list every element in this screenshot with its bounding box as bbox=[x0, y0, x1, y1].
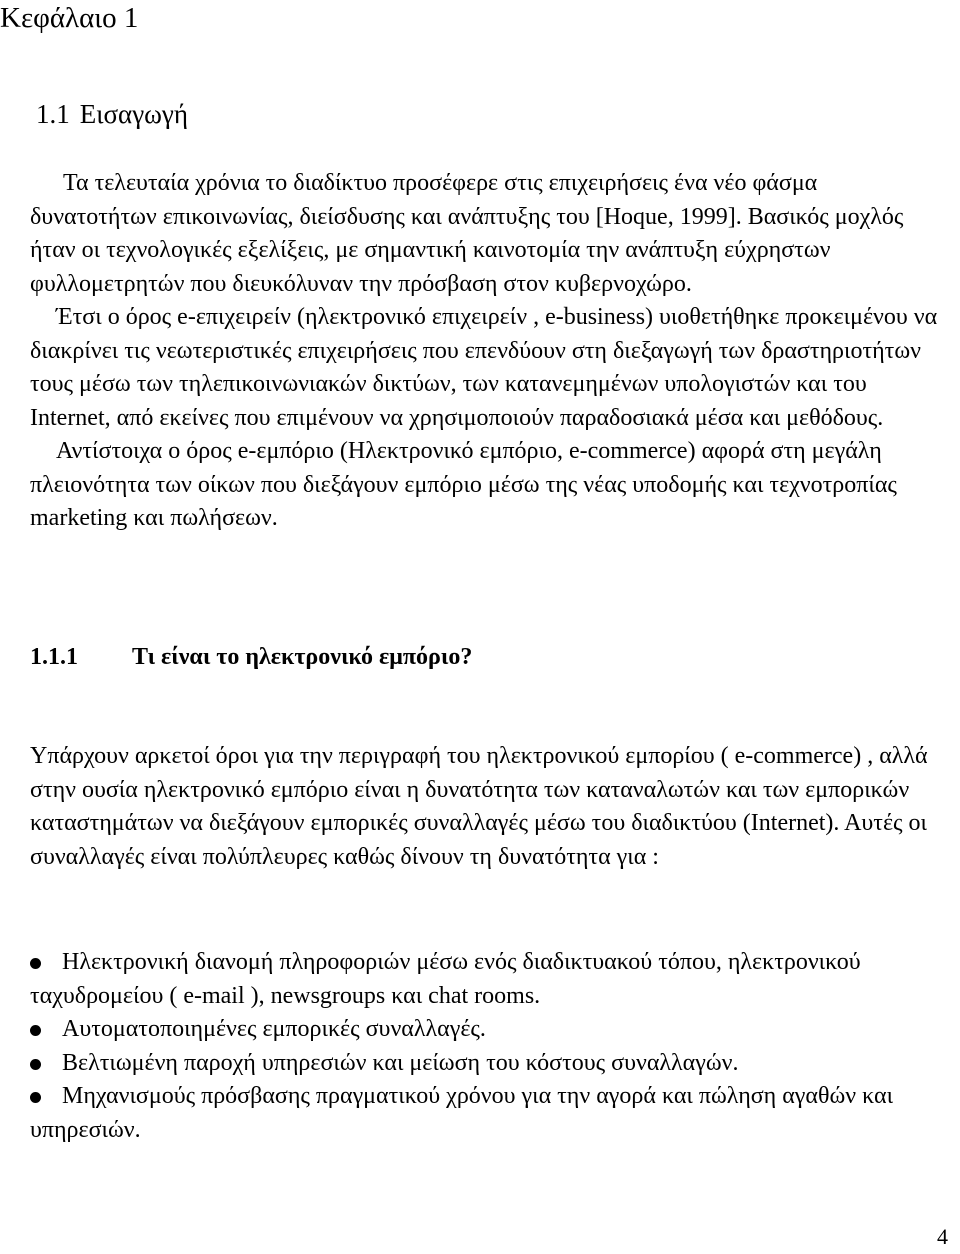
bullet-list bbox=[30, 946, 940, 1147]
paragraph-intro: Τα τελευταία χρόνια το διαδίκτυο προσέφερε στις επιχειρήσεις ένα νέο φάσμα δυνατοτήτων επικοινωνίας, διείσδυσης και ανάπτυξης του [Hoque, 1999]. Βασικός μοχλός ήταν οι τεχνολογικές εξελίξεις, με σημαντική καινοτομία την ανάπτυξη εύχρηστων φυλλομετρητών που διευκόλυναν την πρόσβαση στον κυβερνοχώρο. bbox=[30, 170, 904, 297]
bullet-icon bbox=[30, 1059, 41, 1070]
section-number: 1.1 bbox=[36, 99, 70, 129]
paragraph-e-commerce: Αντίστοιχα ο όρος e-εμπόριο (Ηλεκτρονικό εμπόριο, e-commerce) αφορά στη μεγάλη πλειονότητα των οίκων που διεξάγουν εμπόριο μέσω της νέας υποδομής και τεχνοτροπίας marketing και πωλήσεων. bbox=[30, 438, 897, 531]
list-item-text: Βελτιωμένη παροχή υπηρεσιών και μείωση του κόστους συναλλαγών. bbox=[62, 1049, 739, 1076]
list-item-text: Μηχανισμούς πρόσβασης πραγματικού χρόνου για την αγορά και πώληση αγαθών και υπηρεσιών. bbox=[30, 1083, 894, 1143]
section-body bbox=[30, 167, 940, 536]
list-item bbox=[30, 1013, 940, 1047]
chapter-title: Κεφάλαιο 1 bbox=[0, 2, 139, 34]
list-item bbox=[30, 946, 940, 1013]
list-item bbox=[30, 1080, 940, 1147]
page-number: 4 bbox=[937, 1224, 948, 1249]
paragraph-definition: Υπάρχουν αρκετοί όροι για την περιγραφή του ηλεκτρονικού εμπορίου ( e-commerce) , αλλά στην ουσία ηλεκτρονικό εμπόριο είναι η δυνατότητα των καταναλωτών και των εμπορικών καταστημάτων να διεξάγουν εμπορικές συναλλαγές μέσω του διαδικτύου (Internet). Αυτές οι συναλλαγές είναι πολύπλευρες καθώς δίνουν τη δυνατότητα για : bbox=[30, 743, 928, 870]
bullet-icon bbox=[30, 958, 41, 969]
subsection-body bbox=[30, 740, 940, 874]
list-item-text: Αυτοματοποιημένες εμπορικές συναλλαγές. bbox=[62, 1016, 486, 1042]
section-heading bbox=[36, 96, 188, 132]
subsection-number: 1.1.1 bbox=[30, 644, 78, 670]
list-item-text: Ηλεκτρονική διανομή πληροφοριών μέσω ενός διαδικτυακού τόπου, ηλεκτρονικού ταχυδρομείου ( e-mail ), newsgroups και chat rooms. bbox=[30, 949, 861, 1009]
subsection-heading bbox=[30, 640, 472, 674]
subsection-title: Τι είναι το ηλεκτρονικό εμπόριο? bbox=[132, 644, 473, 670]
bullet-icon bbox=[30, 1025, 41, 1036]
bullet-icon bbox=[30, 1092, 41, 1103]
list-item bbox=[30, 1047, 940, 1081]
paragraph-e-business: Έτσι ο όρος e-επιχειρείν (ηλεκτρονικό επιχειρείν , e-business) υιοθετήθηκε προκειμένου να διακρίνει τις νεωτεριστικές επιχειρήσεις που επενδύουν στη διεξαγωγή των δραστηριοτήτων τους μέσω των τηλεπικοινωνιακών δικτύων, των κατανεμημένων υπολογιστών και του Internet, από εκείνες που επιμένουν να χρησιμοποιούν παραδοσιακά μέσα και μεθόδους. bbox=[30, 304, 938, 431]
section-title: Εισαγωγή bbox=[79, 99, 188, 129]
